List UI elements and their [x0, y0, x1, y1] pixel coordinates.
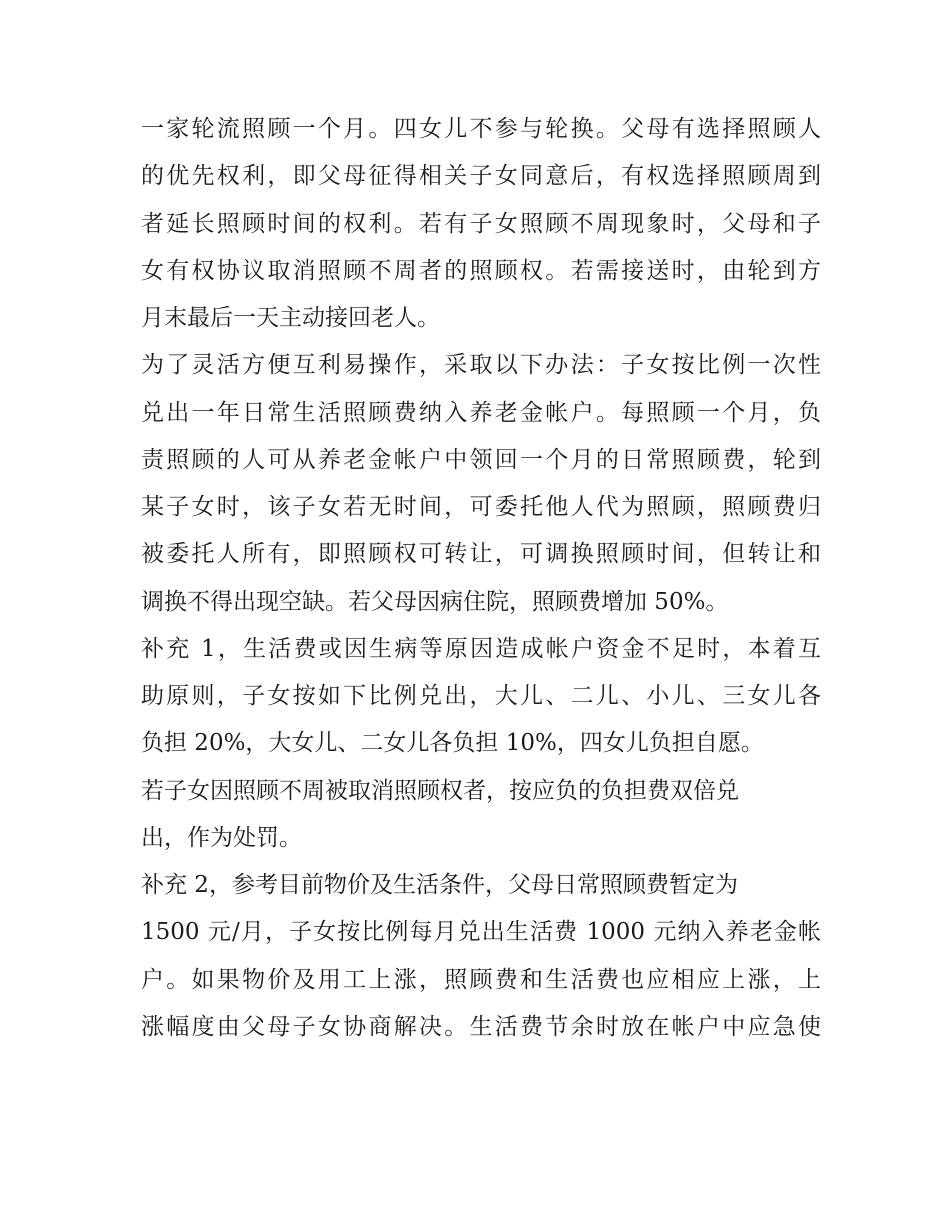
text-line: 出，作为处罚。: [141, 824, 302, 851]
text-line: 责照顾的人可从养老金帐户中领回一个月的日常照顾费，轮到: [141, 446, 821, 473]
text-line: 者延长照顾时间的权利。若有子女照顾不周现象时，父母和子: [141, 210, 821, 237]
text-line: 月末最后一天主动接回老人。: [141, 305, 440, 331]
text-line: 兑出一年日常生活照顾费纳入养老金帐户。每照顾一个月，负: [141, 399, 821, 426]
body-text: [141, 106, 821, 1051]
text-line: 补充 2，参考目前物价及生活条件，父母日常照顾费暂定为: [141, 872, 738, 898]
text-line: 助原则，子女按如下比例兑出，大儿、二儿、小儿、三女儿各: [141, 683, 821, 709]
text-line: 调换不得出现空缺。若父母因病住院，照顾费增加 50%。: [141, 588, 729, 615]
text-line: 负担 20%，大女儿、二女儿各负担 10%，四女儿负担自愿。: [141, 730, 764, 757]
text-line: 户。如果物价及用工上涨，照顾费和生活费也应相应上涨，上: [141, 966, 821, 993]
text-line: 某子女时，该子女若无时间，可委托他人代为照顾，照顾费归: [141, 494, 821, 520]
text-line: 的优先权利，即父母征得相关子女同意后，有权选择照顾周到: [141, 163, 821, 190]
text-line: 被委托人所有，即照顾权可转让，可调换照顾时间，但转让和: [141, 541, 821, 568]
text-line: 补充 1，生活费或因生病等原因造成帐户资金不足时，本着互: [141, 635, 821, 662]
text-line: 一家轮流照顾一个月。四女儿不参与轮换。父母有选择照顾人: [141, 116, 821, 142]
text-line: 若子女因照顾不周被取消照顾权者，按应负的负担费双倍兑: [141, 777, 739, 804]
text-line: 女有权协议取消照顾不周者的照顾权。若需接送时，由轮到方: [141, 257, 821, 284]
text-line: 涨幅度由父母子女协商解决。生活费节余时放在帐户中应急使: [141, 1013, 821, 1040]
text-line: 为了灵活方便互利易操作，采取以下办法：子女按比例一次性: [141, 352, 821, 379]
text-line: 1500 元/月，子女按比例每月兑出生活费 1000 元纳入养老金帐: [141, 919, 821, 946]
